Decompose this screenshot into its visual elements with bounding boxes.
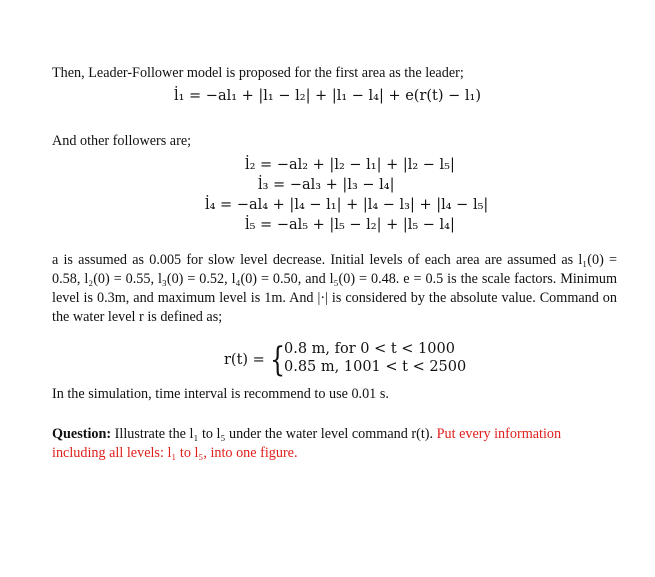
parameters-paragraph: a is assumed as 0.005 for slow level decrease. Initial levels of each area are assumed as l₁(0) = 0.58, l₂(0) = 0.55, l₃(0) = 0.52, l₄(0) = 0.50, and l₅(0) = 0.48. e = 0.5 is the scale factors. Minimum level is 0.3m, and maximum level is 1m. And |·| is considered by the absolute value. Command on the water level r is defined as; bbox=[52, 252, 617, 325]
follower-equation-2: l̇₂ = −al₂ + |l₂ − l₁| + |l₂ − l₅| bbox=[245, 157, 455, 173]
command-case-1: 0.8 m, for 0 < t < 1000 bbox=[284, 341, 455, 357]
follower-equation-5: l̇₅ = −al₅ + |l₅ − l₂| + |l₅ − l₄| bbox=[245, 217, 455, 233]
followers-intro-text: And other followers are; bbox=[52, 133, 192, 149]
question-label: Question: bbox=[52, 426, 112, 442]
intro-text: Then, Leader-Follower model is proposed for the first area as the leader; bbox=[52, 65, 464, 81]
question-text: Illustrate the l₁ to l₅ under the water level command r(t). bbox=[111, 426, 437, 442]
command-lhs: r(t) = bbox=[224, 352, 265, 368]
command-case-2: 0.85 m, 1001 < t < 2500 bbox=[284, 359, 467, 375]
question-block bbox=[52, 425, 617, 463]
leader-equation: l̇₁ = −al₁ + |l₁ − l₂| + |l₁ − l₄| + e(r(t) − l₁) bbox=[173, 88, 482, 104]
follower-equation-3: l̇₃ = −al₃ + |l₃ − l₄| bbox=[258, 177, 395, 193]
brace-symbol: { bbox=[270, 340, 286, 380]
question-red-text: Put every information including all levels: l₁ to l₅, into one figure. bbox=[52, 426, 562, 461]
simulation-note: In the simulation, time interval is recommend to use 0.01 s. bbox=[52, 386, 389, 402]
follower-equation-4: l̇₄ = −al₄ + |l₄ − l₁| + |l₄ − l₃| + |l₄ − l₅| bbox=[205, 197, 489, 213]
